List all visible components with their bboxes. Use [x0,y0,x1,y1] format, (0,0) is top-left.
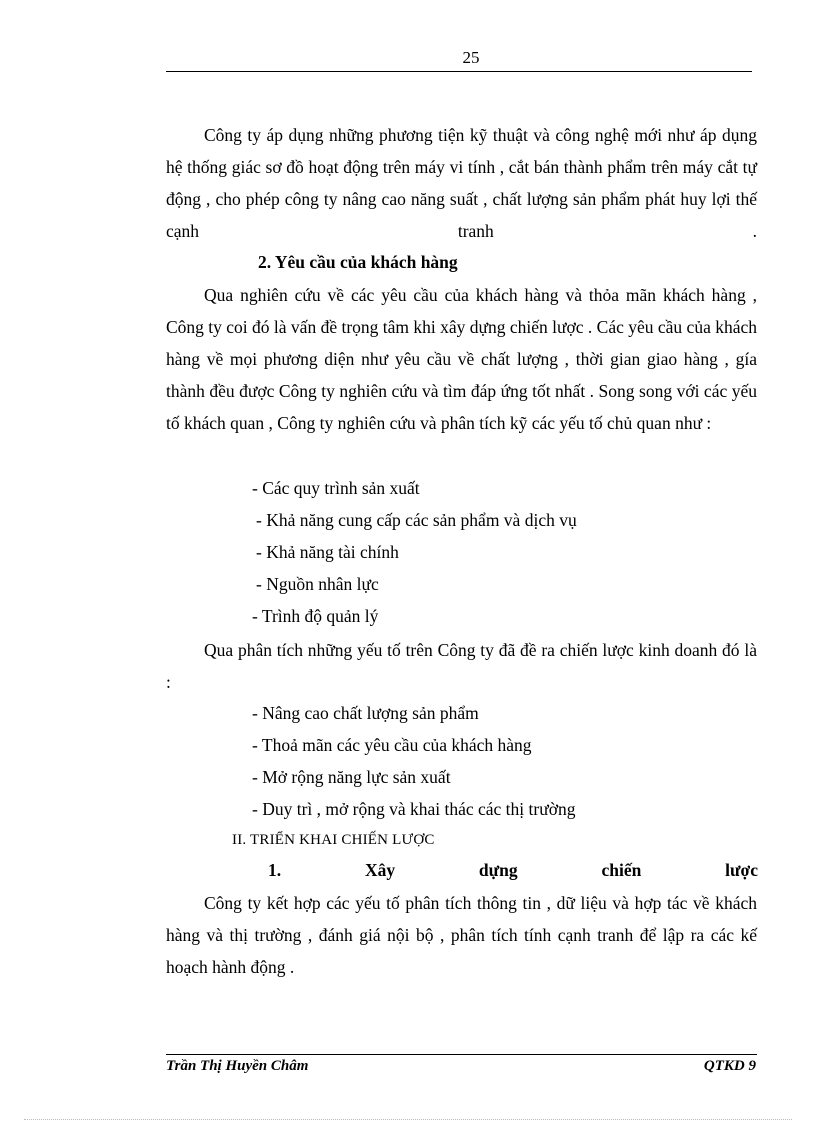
list-item-subjective-1: - Các quy trình sản xuất [252,478,420,498]
header-rule [166,71,752,72]
list-item-strategy-4: - Duy trì , mở rộng và khai thác các thị trường [252,799,576,819]
page-number: 25 [462,48,480,67]
page-edge-line [24,1119,792,1120]
list-item-strategy-2: - Thoả mãn các yêu cầu của khách hàng [252,735,532,755]
subsection-word-3: chiến [601,860,642,880]
subsection-word-4: lược [725,860,758,880]
list-item-subjective-3: - Khả năng tài chính [256,542,399,562]
section-2-heading: 2. Yêu cầu của khách hàng [258,252,458,272]
paragraph-integration: Công ty kết hợp các yếu tố phân tích thông tin , dữ liệu và hợp tác về khách hàng và thị trường , đánh giá nội bộ , phân tích tính cạnh tranh để lập ra các kế hoạch hành động . [166,893,757,977]
footer-author: Trần Thị Huyền Châm [166,1058,309,1074]
footer-rule [166,1054,757,1055]
paragraph-technology: Công ty áp dụng những phương tiện kỹ thuật và công nghệ mới như áp dụng hệ thống giác sơ đồ hoạt động trên máy vi tính , cắt bán thành phẩm trên máy cắt tự động , cho phép công ty nâng cao năng suất , chất lượng sản phẩm phát huy lợi thế cạnh tranh . [166,125,757,241]
paragraph-customer-requirements: Qua nghiên cứu về các yêu cầu của khách hàng và thỏa mãn khách hàng , Công ty coi đó là vấn đề trọng tâm khi xây dựng chiến lược . Các yêu cầu của khách hàng về mọi phương diện như yêu cầu về chất lượng , thời gian giao hàng , gía thành đều được Công ty nghiên cứu và tìm đáp ứng tốt nhất . Song song với các yếu tố khách quan , Công ty nghiên cứu và phân tích kỹ các yếu tố chủ quan như : [166,285,757,433]
subsection-number: 1. [268,860,282,880]
paragraph-strategy-intro: Qua phân tích những yếu tố trên Công ty đã đề ra chiến lược kinh doanh đó là : [166,640,757,692]
list-item-strategy-1: - Nâng cao chất lượng sản phẩm [252,703,479,723]
footer-class-code: QTKD 9 [703,1058,756,1074]
subsection-word-1: Xây [364,860,396,880]
subsection-word-2: dựng [478,860,518,880]
list-item-subjective-5: - Trình độ quản lý [252,606,379,626]
subsection-1-heading [268,860,758,881]
list-item-subjective-4: - Nguồn nhân lực [256,574,379,594]
list-item-strategy-3: - Mở rộng năng lực sản xuất [252,767,451,787]
list-item-subjective-2: - Khả năng cung cấp các sản phẩm và dịch vụ [256,510,577,530]
section-II-heading: II. TRIỂN KHAI CHIẾN LƯỢC [232,832,435,848]
